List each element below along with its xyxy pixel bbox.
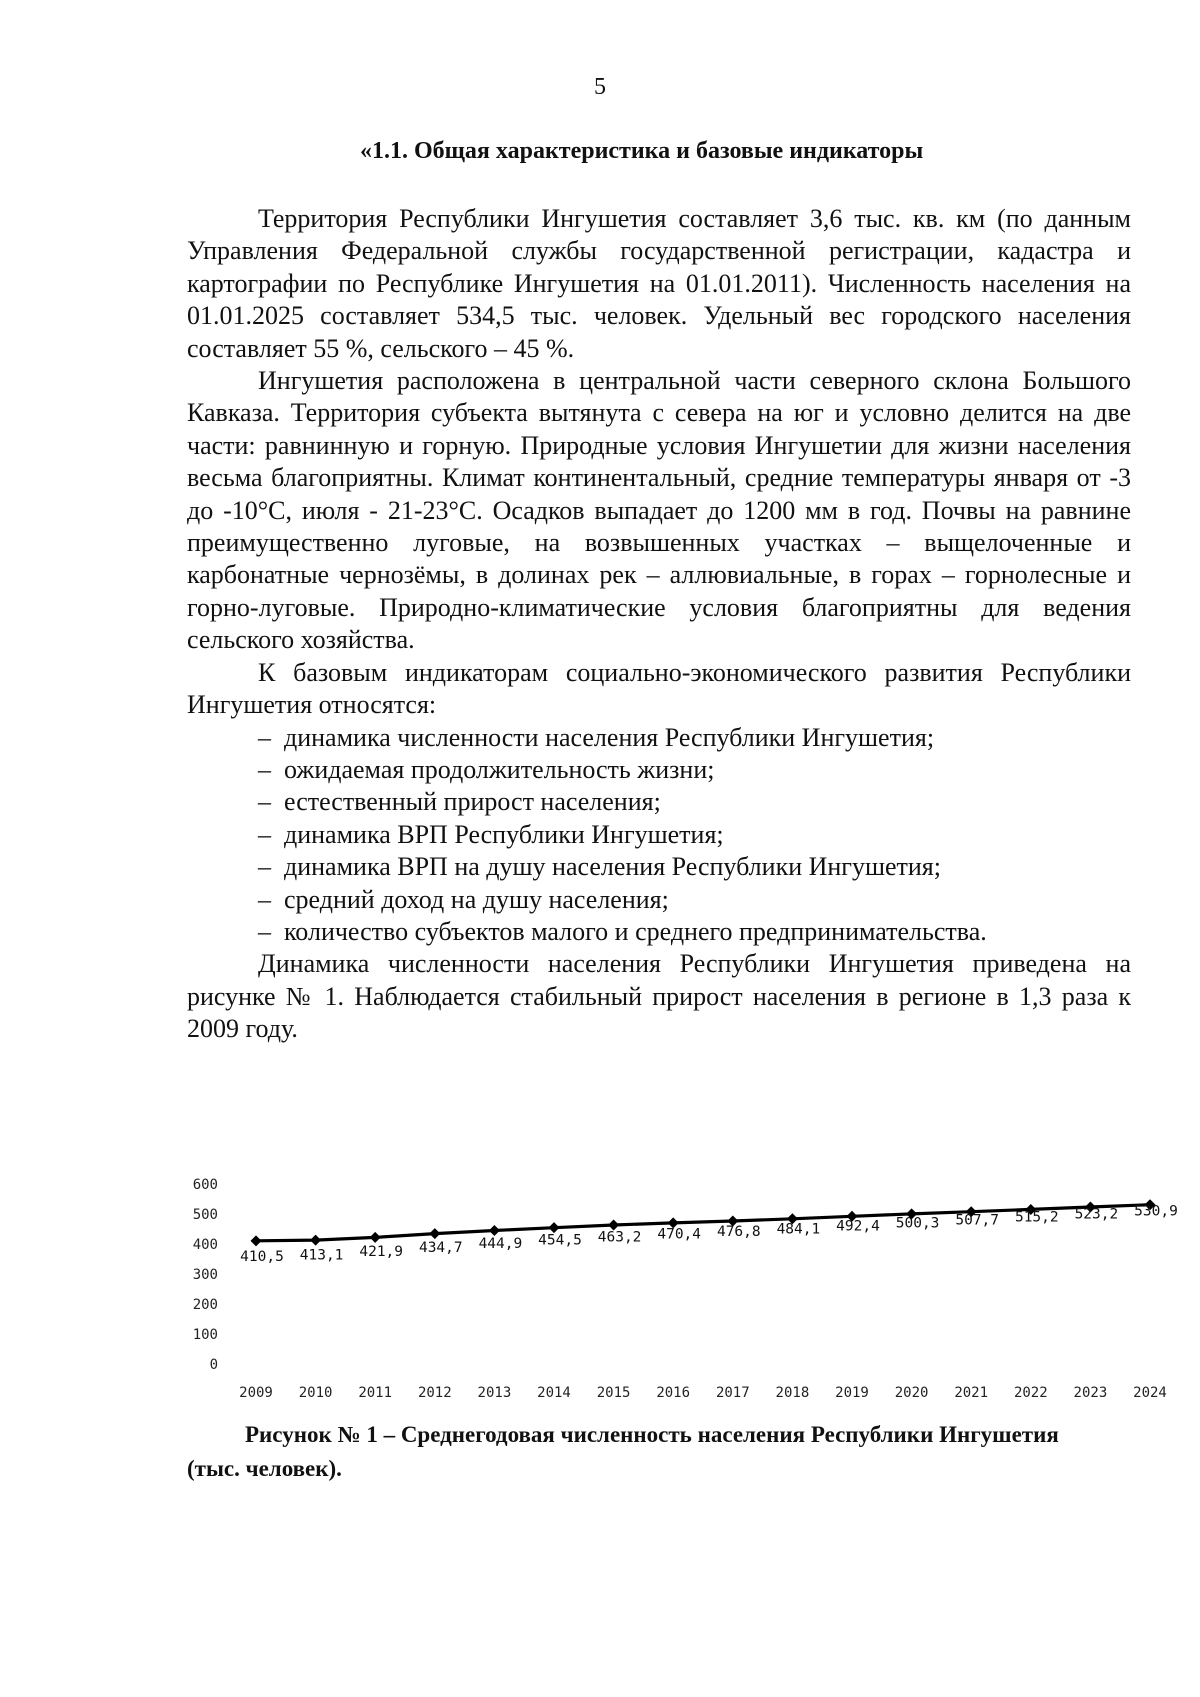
paragraph-population-dynamics: Динамика численности населения Республики Ингушетия приведена на рисунке № 1. Наблюдается стабильный прирост населения в регионе в 1,3 раза к 2009 году. — [187, 949, 1131, 1044]
data-label: 463,2 — [597, 1229, 642, 1246]
indicator-list — [187, 722, 1131, 949]
data-label: 484,1 — [776, 1221, 821, 1238]
data-label: 434,7 — [418, 1239, 463, 1256]
data-point-marker — [370, 1232, 381, 1243]
data-label: 470,4 — [657, 1226, 702, 1243]
y-tick-label: 300 — [192, 1267, 218, 1283]
section-heading: «1.1. Общая характеристика и базовые индикаторы — [360, 138, 924, 164]
data-label: 523,2 — [1074, 1206, 1119, 1223]
x-tick-label: 2019 — [835, 1385, 869, 1401]
x-tick-label: 2017 — [715, 1385, 750, 1401]
y-tick-label: 200 — [192, 1297, 218, 1313]
data-point-marker — [489, 1225, 500, 1236]
x-tick-label: 2010 — [298, 1385, 333, 1401]
x-tick-label: 2018 — [775, 1385, 810, 1401]
list-item: – средний доход на душу населения; — [258, 884, 669, 914]
data-label: 421,9 — [359, 1244, 404, 1261]
list-item: – естественный прирост населения; — [258, 787, 661, 817]
data-label: 500,3 — [895, 1215, 940, 1232]
list-item: – ожидаемая продолжительность жизни; — [258, 754, 715, 784]
x-tick-label: 2021 — [954, 1385, 989, 1401]
x-tick-label: 2023 — [1073, 1385, 1108, 1401]
paragraph-territory: Территория Республики Ингушетия составляет 3,6 тыс. кв. км (по данным Управления Федеральной службы государственной регистрации, кадастра и картографии по Республике Ингушетия на 01.01.2011). Численность населения на 01.01.2025 составляет 534,5 тыс. человек. Удельный вес городского населения составляет 55 %, сельского – 45 %. — [187, 204, 1131, 363]
x-tick-label: 2009 — [239, 1385, 273, 1401]
x-tick-label: 2016 — [656, 1385, 691, 1401]
y-tick-label: 400 — [192, 1237, 218, 1253]
data-point-marker — [549, 1222, 560, 1233]
body-text — [187, 203, 1131, 1046]
paragraph-indicators-intro: К базовым индикаторам социально-экономического развития Республики Ингушетия относятся: — [187, 657, 1131, 720]
list-item: – динамика численности населения Республики Ингушетия; — [258, 722, 935, 752]
y-tick-label: 500 — [192, 1207, 218, 1223]
data-label: 515,2 — [1014, 1209, 1059, 1226]
x-tick-label: 2022 — [1013, 1385, 1048, 1401]
population-line-chart — [190, 1150, 1180, 1410]
data-point-marker — [429, 1228, 440, 1239]
y-tick-label: 600 — [192, 1177, 218, 1193]
data-label: 530,9 — [1134, 1203, 1178, 1220]
caption-line-2: (тыс. человек). — [187, 1456, 342, 1481]
x-tick-label: 2013 — [477, 1385, 512, 1401]
data-label: 507,7 — [955, 1212, 1000, 1229]
population-chart — [190, 1150, 1180, 1410]
y-tick-label: 100 — [192, 1327, 218, 1343]
paragraph-geography: Ингушетия расположена в центральной части северного склона Большого Кавказа. Территория субъекта вытянута с севера на юг и условно делится на две части: равнинную и горную. Природные условия Ингушетии для жизни населения весьма благоприятны. Климат континентальный, средние температуры января от -3 до -10°С, июля - 21-23°С. Осадков выпадает до 1200 мм в год. Почвы на равнине преимущественно луговые, на возвышенных участках – выщелоченные и карбонатные чернозёмы, в долинах рек – аллювиальные, в горах – горнолесные и горно-луговые. Природно-климатические условия благоприятны для ведения сельского хозяйства. — [187, 366, 1131, 655]
data-label: 454,5 — [538, 1232, 582, 1249]
list-item: – динамика ВРП на душу населения Республики Ингушетия; — [258, 852, 941, 882]
x-tick-label: 2011 — [358, 1385, 393, 1401]
x-tick-label: 2020 — [894, 1385, 929, 1401]
data-point-marker — [310, 1235, 321, 1246]
data-label: 410,5 — [240, 1248, 284, 1265]
x-tick-label: 2014 — [537, 1385, 571, 1401]
x-tick-label: 2024 — [1133, 1385, 1167, 1401]
data-label: 413,1 — [299, 1247, 344, 1264]
list-item: – динамика ВРП Республики Ингушетия; — [258, 819, 724, 849]
y-tick-label: 0 — [209, 1357, 218, 1373]
x-tick-label: 2015 — [596, 1385, 631, 1401]
page-number: 5 — [594, 74, 606, 100]
list-item: – количество субъектов малого и среднего предпринимательства. — [258, 916, 987, 946]
data-label: 492,4 — [836, 1218, 880, 1235]
data-label: 444,9 — [478, 1236, 523, 1253]
figure-caption — [187, 1418, 1131, 1486]
caption-line-1: Рисунок № 1 – Среднегодовая численность населения Республики Ингушетия — [245, 1422, 1059, 1447]
data-label: 476,8 — [716, 1224, 761, 1241]
data-point-marker — [251, 1235, 262, 1246]
x-tick-label: 2012 — [417, 1385, 452, 1401]
